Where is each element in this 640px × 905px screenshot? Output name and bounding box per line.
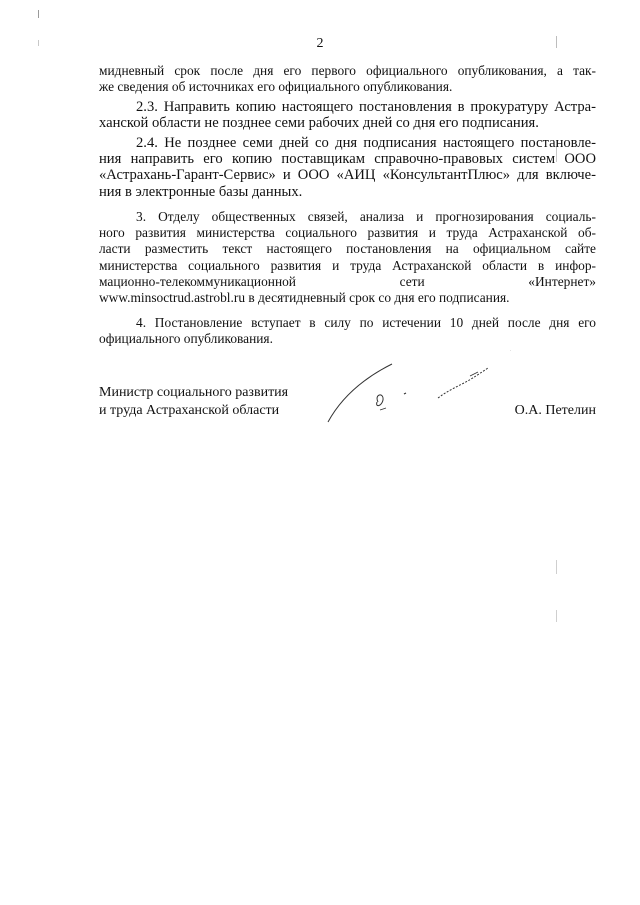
text-line: ния направить его копию поставщикам справочно-правовых систем ООО bbox=[99, 151, 596, 168]
text-line: www.minsoctrud.astrobl.ru в десятидневный срок со дня его подписания. bbox=[99, 290, 510, 306]
signatory-position-line1: Министр социального развития bbox=[99, 385, 289, 400]
text-line: 2.3. Направить копию настоящего постановления в прокуратуру Астра- bbox=[136, 99, 596, 115]
text-line: министерства социального развития и труда Астраханской области в инфор- bbox=[99, 257, 596, 273]
text-line: «Астрахань-Гарант-Сервис» и ООО «АИЦ «КонсультантПлюс» для включе- bbox=[99, 167, 596, 184]
paragraph-continuation bbox=[99, 63, 596, 95]
text-line: 3. Отделу общественных связей, анализа и прогнозирования социаль- bbox=[136, 209, 596, 224]
text-line: же сведения об источниках его официального опубликования. bbox=[99, 79, 453, 95]
paragraph-2-3 bbox=[99, 99, 596, 131]
text-line: 4. Постановление вступает в силу по истечении 10 дней после дня его bbox=[136, 315, 596, 330]
text-line: 2.4. Не позднее семи дней со дня подписания настоящего постановле- bbox=[136, 135, 596, 151]
text-line: мационно-телекоммуникационной сети «Интернет» bbox=[99, 273, 596, 289]
text-line: ного развития министерства социального развития и труда Астраханской об- bbox=[99, 225, 596, 241]
text-line: ханской области не позднее семи рабочих дней со дня его подписания. bbox=[99, 115, 539, 132]
scan-artifact-left bbox=[38, 10, 39, 18]
signatory-position bbox=[99, 384, 288, 420]
text-line: ласти разместить текст настоящего постановления на официальном сайте bbox=[99, 241, 596, 257]
paragraph-3 bbox=[99, 209, 596, 306]
text-line: официального опубликования. bbox=[99, 331, 273, 347]
signatory-name: О.А. Петелин bbox=[514, 403, 596, 418]
page-number: 2 bbox=[316, 36, 324, 51]
text-line: мидневный срок после дня его первого официального опубликования, а так- bbox=[99, 63, 596, 78]
signatory-position-line2: и труда Астраханской области bbox=[99, 403, 280, 418]
text-line: ния в электронные базы данных. bbox=[99, 183, 303, 200]
scan-artifact-right-4 bbox=[556, 610, 557, 622]
scan-artifact-right-3 bbox=[556, 560, 557, 574]
paragraph-2-4 bbox=[99, 135, 596, 200]
handwritten-signature bbox=[320, 350, 520, 430]
paragraph-4 bbox=[99, 315, 596, 347]
